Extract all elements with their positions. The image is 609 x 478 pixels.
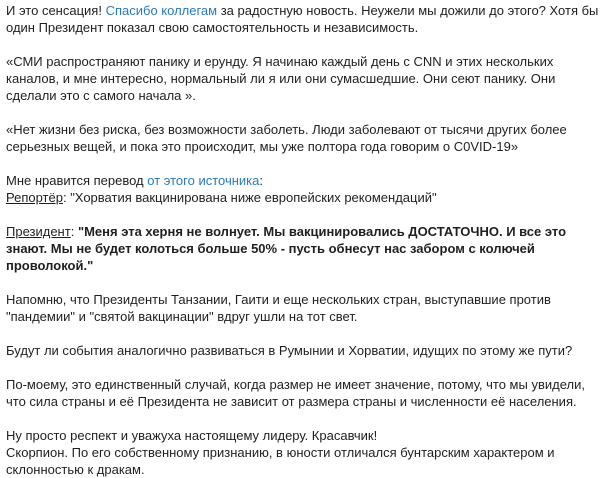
president-label: Президент — [6, 224, 71, 239]
paragraph-respect: Ну просто респект и уважуха настоящему лидеру. Красавчик! — [6, 428, 378, 443]
intro-text-start: И это сенсация! — [6, 3, 106, 18]
reporter-question: : "Хорватия вакцинирована ниже европейских рекомендаций" — [62, 190, 437, 205]
translation-source-link[interactable]: от этого источника — [147, 173, 260, 188]
paragraph-scorpion: Скорпион. По его собственному признанию, в юности отличался бунтарским характером и склонностью к дракам. — [6, 445, 555, 477]
reporter-label: Репортёр — [6, 190, 63, 205]
thanks-colleagues-link[interactable]: Спасибо коллегам — [105, 3, 218, 18]
translation-text-end: : — [259, 173, 263, 188]
quote-no-life-without-risk: «Нет жизни без риска, без возможности заболеть. Люди заболевают от тысячи других более серьезных вещей, и пока это происходит, мы уже полтора года говорим о C0VID-19» — [6, 122, 567, 154]
quote-media-panic: «СМИ распространяют панику и ерунду. Я начинаю каждый день с CNN и этих нескольких каналов, и мне интересно, нормальный ли я или они сумасшедшие. Они сеют панику. Они сделали это с самого начала ». — [6, 54, 556, 103]
paragraph-reminder: Напомню, что Президенты Танзании, Гаити и еще нескольких стран, выступавшие против "пандемии" и "святой вакцинации" вдруг ушли на тот свет. — [6, 292, 551, 324]
paragraph-intro — [6, 2, 603, 36]
translation-text-start: Мне нравится перевод — [6, 173, 148, 188]
paragraph-question: Будут ли события аналогично развиваться в Румынии и Хорватии, идущих по этому же пути? — [6, 343, 573, 358]
paragraph-president — [6, 223, 603, 274]
president-quote: "Меня эта херня не волнует. Мы вакцинировались ДОСТАТОЧНО. И все это знают. Мы не будет колоться больше 50% - пусть обнесут нас забором с колючей проволокой." — [6, 224, 567, 273]
intro-text-end: за радостную новость. Неужели мы дожили до этого? Хотя бы один Президент показал свою самостоятельность и независимость. — [6, 3, 599, 35]
paragraph-reporter — [6, 189, 603, 206]
paragraph-opinion: По-моему, это единственный случай, когда размер не имеет значение, потому, что мы увидели, что сила страны и её Президента не зависит от размера страны и численности её населения. — [6, 377, 585, 409]
paragraph-translation-source — [6, 172, 603, 189]
president-colon: : — [70, 224, 78, 239]
